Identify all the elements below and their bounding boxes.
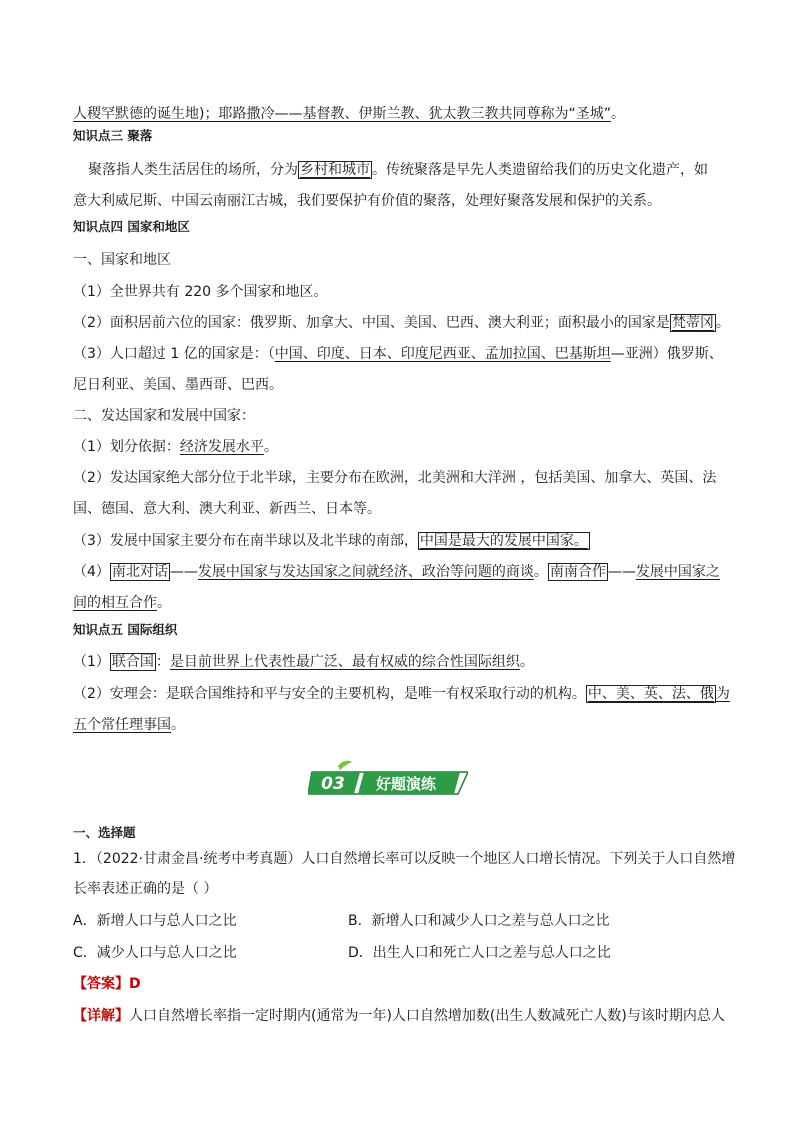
question-text (73, 849, 736, 869)
boxed-text: 中、美、英、法、俄 (587, 686, 714, 702)
boxed-text: 乡村和城市 (300, 162, 370, 178)
quiz-section-heading: 一、选择题 (73, 825, 136, 840)
text-line: （2）发达国家绝大部分位于北半球，主要分布在欧洲，北美洲和大洋洲 ，包括美国、加拿大、英国、法 (73, 470, 717, 486)
section-heading: 知识点四 国家和地区 (73, 219, 190, 234)
text-span: ： (155, 654, 170, 670)
option-b: B．新增人口和减少人口之差与总人口之比 (348, 913, 610, 929)
text-line: 意大利威尼斯、中国云南丽江古城，我们要保护有价值的聚落，处理好聚落发展和保护的关系。 (73, 193, 661, 209)
section-heading: 知识点五 国际组织 (73, 622, 178, 637)
section-banner (308, 760, 468, 800)
underlined-text: 发展中国家之 (635, 564, 720, 580)
option-a: A．新增人口与总人口之比 (73, 913, 237, 929)
text-span: （2）安理会：是联合国维持和平与安全的主要机构，是唯一有权采取行动的机构。 (73, 686, 586, 702)
boxed-text: 南北对话 (111, 564, 168, 580)
text-line (73, 715, 733, 735)
text-line: 尼日利亚、美国、墨西哥、巴西。 (73, 377, 283, 393)
detail-text: 人口自然增长率指一定时期内(通常为一年)人口自然增加数(出生人数减死亡人数)与该时期内总人 (129, 1008, 725, 1024)
detail-tag: 【详解】 (73, 1008, 129, 1024)
text-line (73, 593, 733, 613)
text-line (73, 437, 733, 457)
text-span: （1）划分依据： (73, 439, 180, 455)
underlined-text: 五个常任理事国 (73, 717, 171, 733)
subsection-heading: 一、国家和地区 (73, 252, 171, 268)
text-line (73, 344, 733, 364)
text-line (88, 160, 748, 180)
boxed-text: 联合国 (111, 654, 154, 670)
boxed-text: 中国是最大的发展中国家。 (419, 533, 588, 549)
text-span: 。 (610, 106, 625, 122)
text-span: 1．（2022·甘肃金昌·统考中考真题）人口自然增长率可以反映一个地区人口增长情况。下列关于人口自然增 (73, 851, 736, 867)
text-span: （1） (73, 654, 110, 670)
text-span: 。传统聚落是早先人类遗留给我们的历史文化遗产，如 (372, 162, 708, 178)
banner-number: 03 (321, 774, 345, 794)
text-span: —— (169, 564, 198, 580)
text-span: —— (607, 564, 636, 580)
text-span: 。 (715, 315, 730, 331)
text-span: 。 (533, 564, 548, 580)
text-line: （1）全世界共有 220 多个国家和地区。 (73, 284, 328, 300)
underlined-text: 发展中国家与发达国家之间就经济、政治等问题的商谈 (197, 564, 534, 580)
text-span: 。 (519, 654, 534, 670)
banner-title: 好题演练 (375, 775, 437, 793)
answer-tag: 【答案】 (73, 976, 129, 992)
text-span: 。 (263, 439, 278, 455)
text-span: （3）人口超过 1 亿的国家是：（ (73, 346, 275, 362)
leaf-icon (338, 761, 352, 770)
boxed-text: 梵蒂冈 (671, 315, 714, 331)
subsection-heading: 二、发达国家和发展中国家： (73, 408, 255, 424)
option-d: D．出生人口和死亡人口之差与总人口之比 (348, 945, 611, 961)
text-line: 国、德国、意大利、澳大利亚、新西兰、日本等。 (73, 501, 381, 517)
text-line (73, 684, 733, 704)
underlined-text: 人稷罕默德的诞生地)；耶路撒冷——基督教、伊斯兰教、犹太教三教共同尊称为“圣城” (73, 106, 611, 122)
boxed-text: 南南合作 (549, 564, 606, 580)
option-c: C．减少人口与总人口之比 (73, 945, 237, 961)
underlined-text: 是目前世界上代表性最广泛、最有权威的综合性国际组织 (169, 654, 520, 670)
text-span: 。 (171, 717, 185, 733)
text-span: （2）面积居前六位的国家：俄罗斯、加拿大、中国、美国、巴西、澳大利亚；面积最小的国家是 (73, 315, 670, 331)
underlined-text: 经济发展水平 (179, 439, 264, 455)
banner-graphic (308, 760, 468, 800)
underlined-text: 中国、印度、日本、印度尼西亚、孟加拉国、巴基斯坦 (274, 346, 611, 362)
text-span: （3）发展中国家主要分布在南半球以及北半球的南部， (73, 533, 418, 549)
question-text: 长率表述正确的是（ ） (73, 881, 218, 897)
text-span: 。 (157, 595, 171, 611)
answer-value: D (129, 976, 141, 992)
text-line (73, 562, 733, 582)
text-line (73, 652, 733, 672)
text-span: （4） (73, 564, 110, 580)
text-line (73, 313, 733, 333)
underlined-text: 为 (715, 686, 730, 702)
detail-line (73, 1006, 733, 1026)
text-span: —亚洲）俄罗斯、 (610, 346, 723, 362)
text-line (73, 104, 733, 124)
section-heading: 知识点三 聚落 (73, 128, 153, 143)
text-line (73, 531, 733, 551)
answer-line (73, 974, 733, 994)
underlined-text: 间的相互合作 (73, 595, 157, 611)
text-span: 聚落指人类生活居住的场所，分为 (88, 162, 298, 178)
